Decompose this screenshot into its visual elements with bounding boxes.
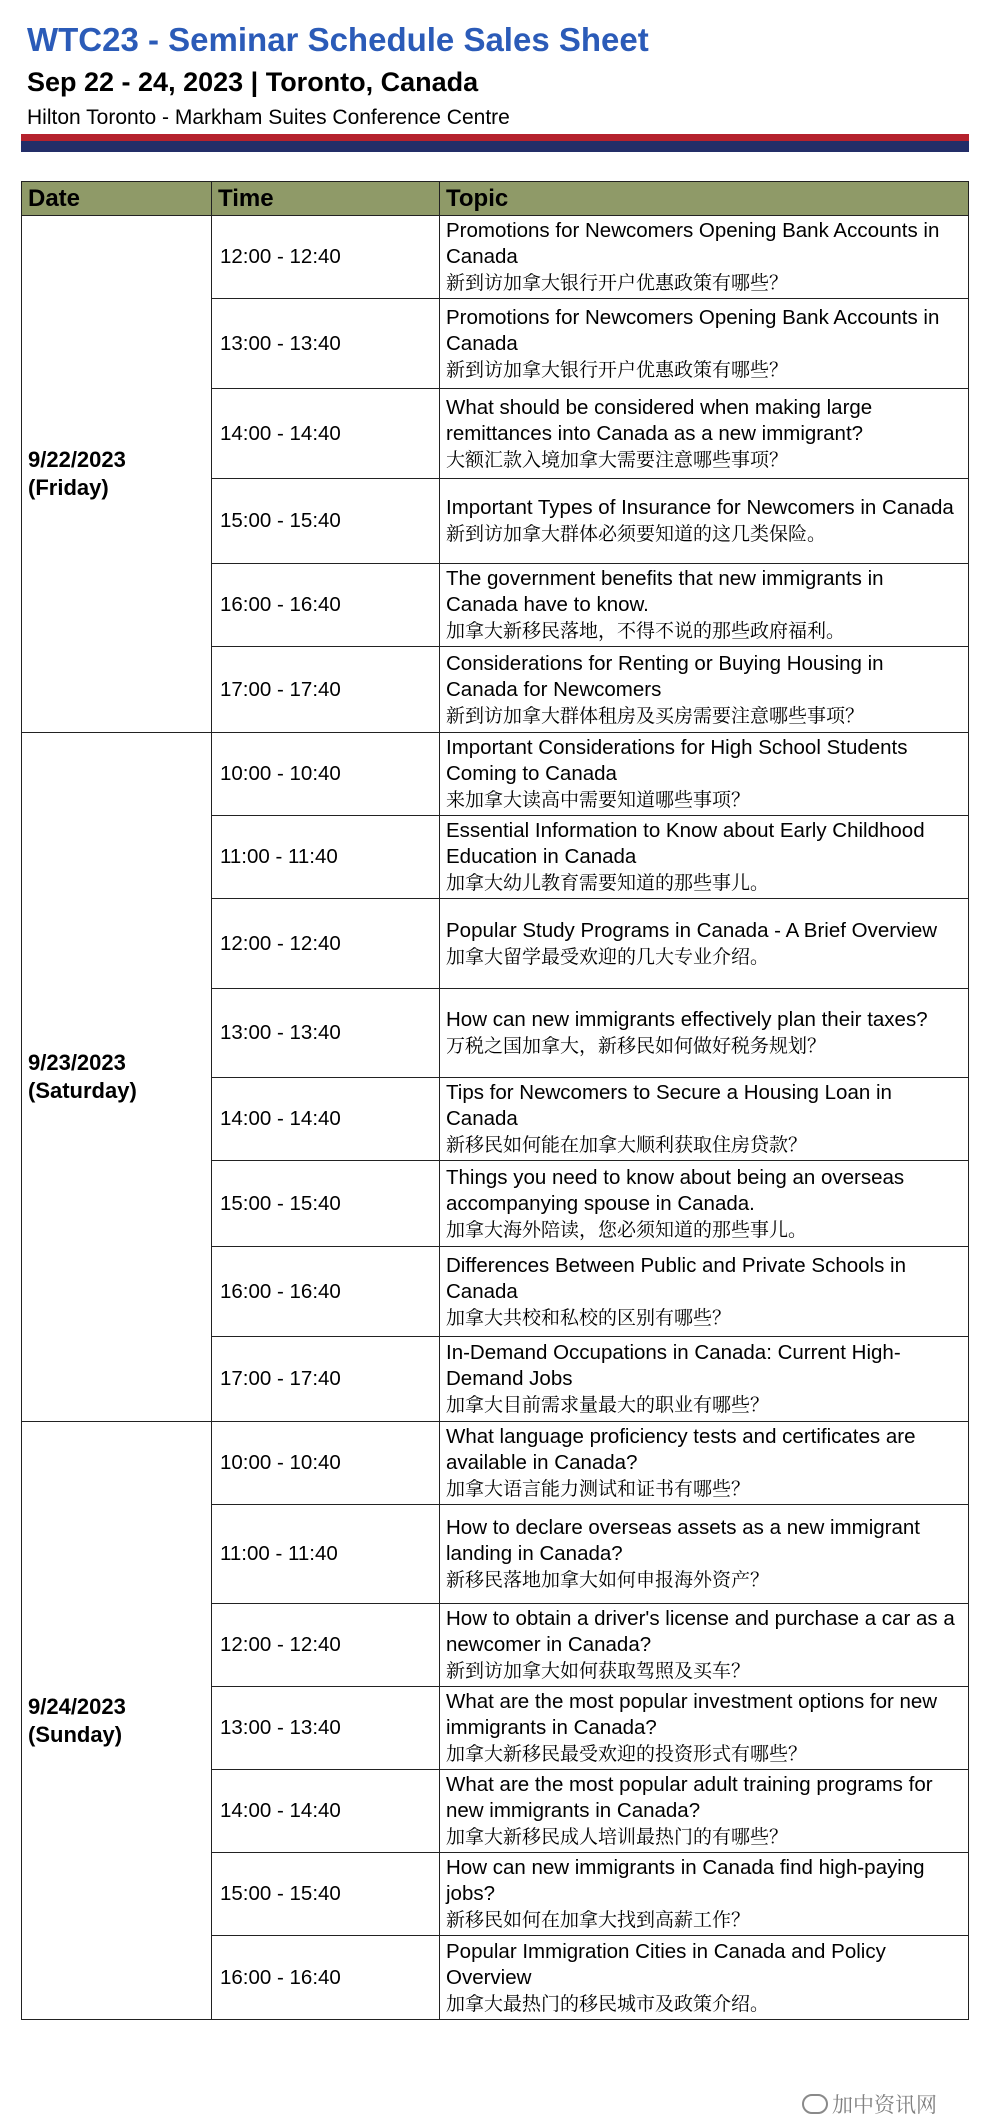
topic-chinese: 新到访加拿大如何获取驾照及买车？ <box>446 1660 751 1682</box>
wechat-icon <box>802 2094 828 2114</box>
topic-chinese: 新到访加拿大群体必须要知道的这几类保险。 <box>446 523 827 545</box>
topic-cell <box>440 1687 969 1770</box>
topic-chinese: 加拿大最热门的移民城市及政策介绍。 <box>446 1992 770 2015</box>
topic-english: What should be considered when making large remittances into Canada as a new immigrant? <box>446 395 873 445</box>
topic-cell <box>440 389 969 479</box>
topic-english: Differences Between Public and Private Schools in Canada <box>446 1253 906 1303</box>
topic-english: What are the most popular investment options for new immigrants in Canada? <box>446 1690 938 1739</box>
topic-cell <box>440 299 969 389</box>
event-dates: Sep 22 - 24, 2023 | Toronto, Canada <box>27 67 479 97</box>
topic-cell <box>440 564 969 647</box>
topic-cell <box>440 1078 969 1161</box>
topic-english: Popular Immigration Cities in Canada and Policy Overview <box>446 1939 886 1989</box>
topic-cell <box>440 1161 969 1247</box>
topic-english: Popular Study Programs in Canada - A Brief Overview <box>446 918 938 942</box>
topic-chinese: 来加拿大读高中需要知道哪些事项？ <box>446 789 751 811</box>
topic-chinese: 新移民如何能在加拿大顺利获取住房贷款？ <box>446 1134 808 1156</box>
time-cell: 11:00 - 11:40 <box>212 816 440 899</box>
topic-chinese: 新移民如何在加拿大找到高薪工作？ <box>446 1909 751 1931</box>
topic-english: How to declare overseas assets as a new immigrant landing in Canada? <box>446 1516 920 1565</box>
time-cell: 15:00 - 15:40 <box>212 1161 440 1247</box>
schedule-table <box>21 181 969 2020</box>
topic-english: Considerations for Renting or Buying Housing in Canada for Newcomers <box>446 651 884 701</box>
time-cell: 15:00 - 15:40 <box>212 479 440 564</box>
column-header-time: Time <box>212 182 440 216</box>
topic-chinese: 新到访加拿大银行开户优惠政策有哪些？ <box>446 272 789 294</box>
time-cell: 16:00 - 16:40 <box>212 1936 440 2020</box>
topic-chinese: 加拿大新移民落地，不得不说的那些政府福利。 <box>446 620 846 642</box>
topic-english: In-Demand Occupations in Canada: Current High-Demand Jobs <box>446 1341 901 1390</box>
time-cell: 13:00 - 13:40 <box>212 989 440 1078</box>
topic-cell <box>440 989 969 1078</box>
time-cell: 17:00 - 17:40 <box>212 647 440 733</box>
time-cell: 10:00 - 10:40 <box>212 733 440 816</box>
topic-cell <box>440 1337 969 1422</box>
topic-english: Important Considerations for High School Students Coming to Canada <box>446 736 908 785</box>
time-cell: 16:00 - 16:40 <box>212 1247 440 1337</box>
topic-cell <box>440 816 969 899</box>
topic-english: Things you need to know about being an overseas accompanying spouse in Canada. <box>446 1165 905 1215</box>
topic-cell <box>440 1247 969 1337</box>
topic-chinese: 加拿大目前需求量最大的职业有哪些？ <box>446 1394 770 1416</box>
topic-cell <box>440 1604 969 1687</box>
page-title: WTC23 - Seminar Schedule Sales Sheet <box>27 21 649 58</box>
time-cell: 12:00 - 12:40 <box>212 899 440 989</box>
table-row <box>22 1422 969 1505</box>
topic-chinese: 大额汇款入境加拿大需要注意哪些事项？ <box>446 448 789 471</box>
topic-chinese: 加拿大幼儿教育需要知道的那些事儿。 <box>446 872 770 894</box>
topic-english: How can new immigrants effectively plan their taxes? <box>446 1008 928 1031</box>
watermark <box>802 2089 937 2119</box>
session-weekday: (Saturday) <box>28 1078 137 1103</box>
time-cell: 10:00 - 10:40 <box>212 1422 440 1505</box>
topic-chinese: 万税之国加拿大，新移民如何做好税务规划？ <box>446 1035 827 1057</box>
topic-chinese: 加拿大新移民成人培训最热门的有哪些？ <box>446 1826 789 1848</box>
table-body <box>22 216 969 2020</box>
topic-chinese: 加拿大新移民最受欢迎的投资形式有哪些？ <box>446 1743 808 1765</box>
topic-english: Tips for Newcomers to Secure a Housing Loan in Canada <box>446 1081 892 1130</box>
session-date: 9/24/2023 <box>28 1693 126 1719</box>
topic-english: What are the most popular adult training programs for new immigrants in Canada? <box>446 1773 933 1822</box>
table-row <box>22 733 969 816</box>
time-cell: 13:00 - 13:40 <box>212 299 440 389</box>
topic-chinese: 加拿大海外陪读，您必须知道的那些事儿。 <box>446 1218 808 1241</box>
session-date: 9/22/2023 <box>28 447 126 472</box>
header-divider-red <box>21 134 969 141</box>
topic-cell <box>440 1936 969 2020</box>
time-cell: 17:00 - 17:40 <box>212 1337 440 1422</box>
date-cell <box>22 216 212 733</box>
topic-english: Promotions for Newcomers Opening Bank Accounts in Canada <box>446 219 940 268</box>
topic-cell <box>440 1422 969 1505</box>
topic-chinese: 新到访加拿大银行开户优惠政策有哪些？ <box>446 358 789 381</box>
watermark-text: 加中资讯网 <box>832 2093 937 2117</box>
table-header-row <box>22 182 969 216</box>
topic-cell <box>440 479 969 564</box>
column-header-topic: Topic <box>440 182 969 216</box>
topic-cell <box>440 1770 969 1853</box>
header-divider-navy <box>21 141 969 152</box>
time-cell: 15:00 - 15:40 <box>212 1853 440 1936</box>
session-weekday: (Sunday) <box>28 1721 123 1747</box>
time-cell: 14:00 - 14:40 <box>212 389 440 479</box>
topic-cell <box>440 216 969 299</box>
topic-cell <box>440 899 969 989</box>
time-cell: 14:00 - 14:40 <box>212 1770 440 1853</box>
topic-cell <box>440 647 969 733</box>
topic-english: Important Types of Insurance for Newcomers in Canada <box>446 496 954 519</box>
session-date: 9/23/2023 <box>28 1050 126 1075</box>
date-cell <box>22 1422 212 2020</box>
time-cell: 11:00 - 11:40 <box>212 1505 440 1604</box>
topic-english: Essential Information to Know about Early Childhood Education in Canada <box>446 819 925 868</box>
topic-cell <box>440 1853 969 1936</box>
topic-chinese: 加拿大共校和私校的区别有哪些？ <box>446 1306 732 1329</box>
time-cell: 14:00 - 14:40 <box>212 1078 440 1161</box>
date-cell <box>22 733 212 1422</box>
column-header-date: Date <box>22 182 212 216</box>
topic-chinese: 新移民落地加拿大如何申报海外资产？ <box>446 1569 770 1591</box>
time-cell: 12:00 - 12:40 <box>212 1604 440 1687</box>
time-cell: 16:00 - 16:40 <box>212 564 440 647</box>
topic-english: How can new immigrants in Canada find high-paying jobs? <box>446 1856 925 1905</box>
time-cell: 13:00 - 13:40 <box>212 1687 440 1770</box>
time-cell: 12:00 - 12:40 <box>212 216 440 299</box>
topic-chinese: 加拿大语言能力测试和证书有哪些？ <box>446 1478 751 1500</box>
topic-english: Promotions for Newcomers Opening Bank Accounts in Canada <box>446 305 940 355</box>
topic-english: The government benefits that new immigrants in Canada have to know. <box>446 567 884 616</box>
topic-english: How to obtain a driver's license and purchase a car as a newcomer in Canada? <box>446 1607 955 1656</box>
topic-chinese: 加拿大留学最受欢迎的几大专业介绍。 <box>446 945 770 968</box>
topic-chinese: 新到访加拿大群体租房及买房需要注意哪些事项？ <box>446 704 865 727</box>
topic-cell <box>440 1505 969 1604</box>
session-weekday: (Friday) <box>28 475 109 500</box>
topic-english: What language proficiency tests and certificates are available in Canada? <box>446 1425 916 1474</box>
event-venue: Hilton Toronto - Markham Suites Conference Centre <box>27 106 510 129</box>
topic-cell <box>440 733 969 816</box>
table-row <box>22 216 969 299</box>
document-header <box>27 18 967 134</box>
